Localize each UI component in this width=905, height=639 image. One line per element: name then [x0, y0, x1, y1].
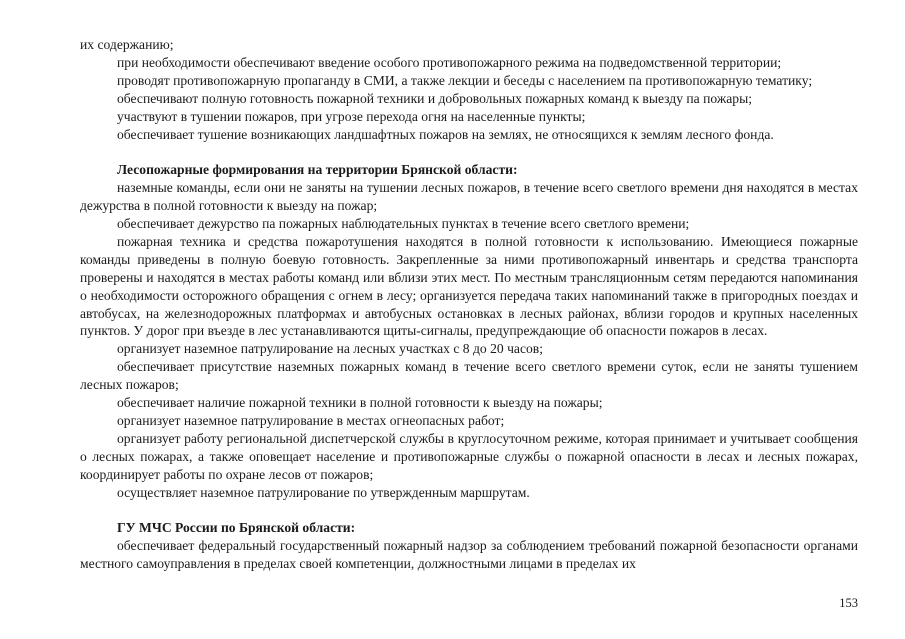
- paragraph: организует наземное патрулирование в местах огнеопасных работ;: [117, 413, 505, 429]
- paragraph: обеспечивает федеральный государственный пожарный надзор за соблюдением требований пожарной безопасности органами местного самоуправления в пределах своей компетенции, должностными лицами в пределах их: [80, 538, 858, 572]
- paragraph: организует наземное патрулирование на лесных участках с 8 до 20 часов;: [117, 341, 543, 357]
- section-heading: Лесопожарные формирования на территории Брянской области:: [117, 162, 518, 178]
- top-text-block: [80, 36, 858, 143]
- paragraph: проводят противопожарную пропаганду в СМИ, а также лекции и беседы с населением па противопожарную тематику;: [117, 72, 813, 88]
- paragraph: их содержанию;: [80, 37, 174, 52]
- paragraph: при необходимости обеспечивают введение особого противопожарного режима на подведомственной территории;: [117, 54, 782, 70]
- paragraph: организует работу региональной диспетчерской службы в круглосуточном режиме, которая принимает и учитывает сообщения о лесных пожарах, а также оповещает население и противопожарные службы о пожарной опасности в лесах и лесных пожарах, координирует работы по охране лесов от пожаров;: [80, 430, 858, 482]
- paragraph: обеспечивает дежурство па пожарных наблюдательных пунктах в течение всего светлого времени;: [117, 216, 690, 232]
- paragraph: обеспечивает наличие пожарной техники в полной готовности к выезду на пожары;: [117, 395, 603, 411]
- paragraph: осуществляет наземное патрулирование по утвержденным маршрутам.: [117, 484, 530, 500]
- section-forest-fire-units: [80, 161, 858, 501]
- section-heading: ГУ МЧС России по Брянской области:: [117, 520, 356, 536]
- page-number: 153: [839, 596, 858, 610]
- paragraph: обеспечивает присутствие наземных пожарных команд в течение всего светлого времени суток, если не заняты тушением лесных пожаров;: [80, 359, 858, 393]
- paragraph: обеспечивает тушение возникающих ландшафтных пожаров на землях, не относящихся к землям лесного фонда.: [117, 126, 774, 142]
- paragraph: участвуют в тушении пожаров, при угрозе перехода огня на населенные пункты;: [117, 108, 586, 124]
- paragraph: наземные команды, если они не заняты на тушении лесных пожаров, в течение всего светлого времени дня находятся в местах дежурства в полной готовности к выезду на пожар;: [80, 180, 858, 214]
- section-mchs: [80, 519, 858, 573]
- paragraph: пожарная техника и средства пожаротушения находятся в полной готовности к использованию. Имеющиеся пожарные команды приведены в полную боевую готовность. Закрепленные за ними противопожарный инвентарь и средства транспорта проверены и находятся в местах работы команд или вблизи этих мест. По местным трансляционным сетям передаются напоминания о необходимости осторожного обращения с огнем в лесу; организуется передача таких напоминаний также в пригородных поездах и автобусах, на железнодорожных платформах и автобусных остановках в лесных районах, вблизи городов и крупных населенных пунктов. У дорог при въезде в лес устанавливаются щиты-сигналы, предупреждающие об опасности пожаров в лесах.: [80, 233, 858, 339]
- paragraph: обеспечивают полную готовность пожарной техники и добровольных пожарных команд к выезду па пожары;: [117, 90, 752, 106]
